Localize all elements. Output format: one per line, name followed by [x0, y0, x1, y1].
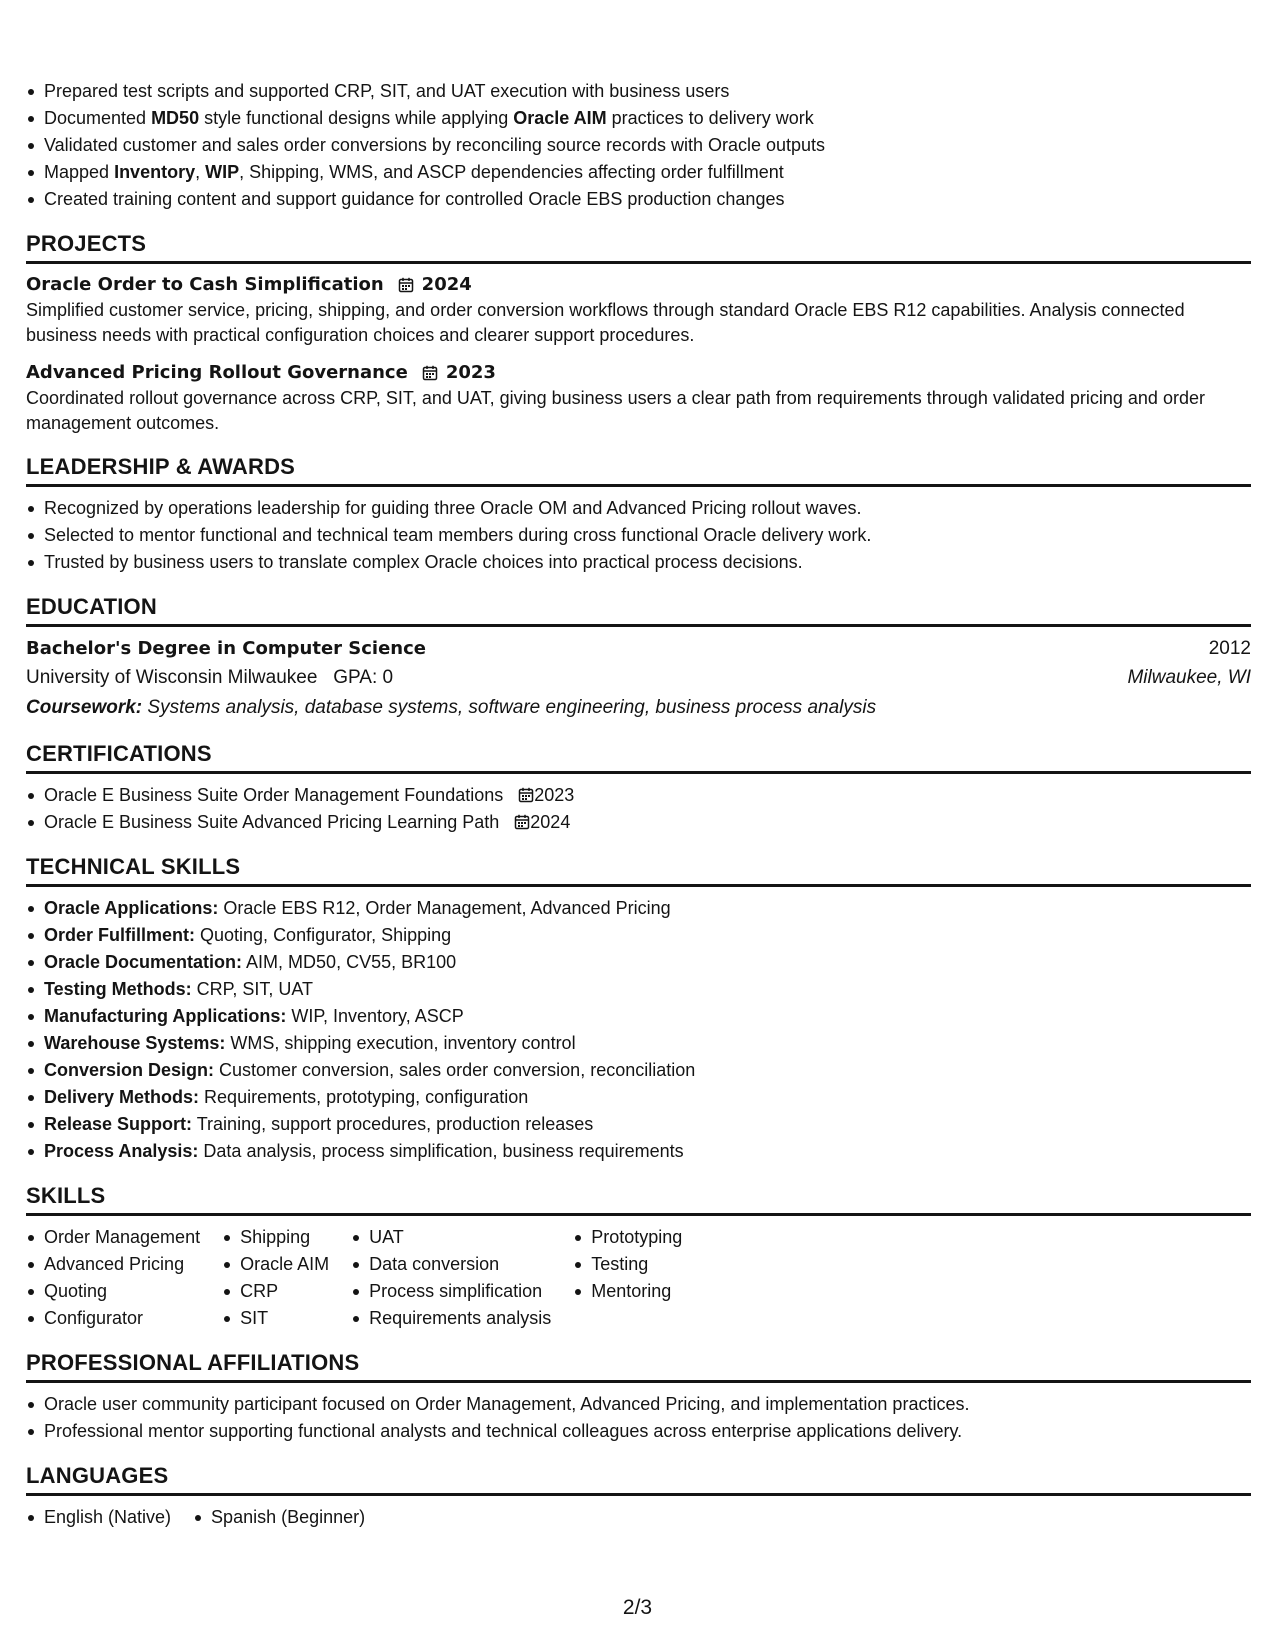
list-item: Shipping: [222, 1224, 329, 1251]
list-item: [26, 782, 1251, 809]
skills-column: [573, 1224, 682, 1332]
list-item: Validated customer and sales order conversions by reconciling source records with Oracle outputs: [26, 132, 1251, 159]
affiliations-list: [26, 1391, 1251, 1445]
projects-heading: PROJECTS: [26, 231, 1251, 264]
calendar-icon: [398, 277, 414, 293]
list-item: Warehouse Systems: WMS, shipping execution, inventory control: [26, 1030, 1251, 1057]
list-item: Spanish (Beginner): [193, 1504, 365, 1531]
list-item: SIT: [222, 1305, 329, 1332]
list-item: Mentoring: [573, 1278, 682, 1305]
education-heading: EDUCATION: [26, 594, 1251, 627]
page-number: 2/3: [622, 1596, 653, 1619]
experience-bullets: [26, 78, 1251, 213]
certifications-list: [26, 782, 1251, 836]
skills-column: [351, 1224, 551, 1332]
list-item: Created training content and support guidance for controlled Oracle EBS production changes: [26, 186, 1251, 213]
affiliations-heading: PROFESSIONAL AFFILIATIONS: [26, 1350, 1251, 1383]
education-entry: [26, 635, 1251, 723]
list-item: Prepared test scripts and supported CRP, SIT, and UAT execution with business users: [26, 78, 1251, 105]
list-item: Order Management: [26, 1224, 200, 1251]
degree: Bachelor's Degree in Computer Science: [26, 638, 426, 659]
list-item: Oracle Applications: Oracle EBS R12, Order Management, Advanced Pricing: [26, 895, 1251, 922]
list-item: English (Native): [26, 1504, 171, 1531]
list-item: Manufacturing Applications: WIP, Inventory, ASCP: [26, 1003, 1251, 1030]
cert-name: Oracle E Business Suite Advanced Pricing Learning Path: [44, 812, 500, 832]
leadership-heading: LEADERSHIP & AWARDS: [26, 454, 1251, 487]
list-item: Prototyping: [573, 1224, 682, 1251]
list-item: Testing: [573, 1251, 682, 1278]
cert-year: 2024: [530, 812, 571, 832]
school-name: University of Wisconsin Milwaukee: [26, 667, 318, 688]
project-item: [26, 272, 1251, 348]
list-item: Professional mentor supporting functional analysts and technical colleagues across enterprise applications delivery.: [26, 1418, 1251, 1445]
list-item: Oracle Documentation: AIM, MD50, CV55, BR100: [26, 949, 1251, 976]
project-name: Oracle Order to Cash Simplification: [26, 274, 384, 295]
languages-heading: LANGUAGES: [26, 1463, 1251, 1496]
list-item: Delivery Methods: Requirements, prototyping, configuration: [26, 1084, 1251, 1111]
list-item: [26, 809, 1251, 836]
coursework-label: Coursework:: [26, 697, 143, 718]
coursework: Coursework: Systems analysis, database systems, software engineering, business process analysis: [26, 697, 877, 718]
project-description: Simplified customer service, pricing, shipping, and order conversion workflows through standard Oracle EBS R12 capabilities. Analysis connected business needs with practical configuration choices and clearer support procedures.: [26, 300, 1185, 345]
gpa: GPA: 0: [333, 667, 394, 688]
list-item: Conversion Design: Customer conversion, sales order conversion, reconciliation: [26, 1057, 1251, 1084]
project-year: 2023: [445, 362, 496, 383]
calendar-icon: [514, 814, 530, 830]
cert-year: 2023: [534, 785, 575, 805]
list-item: Requirements analysis: [351, 1305, 551, 1332]
list-item: Trusted by business users to translate complex Oracle choices into practical process decisions.: [26, 549, 1251, 576]
skills-heading: SKILLS: [26, 1183, 1251, 1216]
skills-column: [222, 1224, 329, 1332]
list-item: Order Fulfillment: Quoting, Configurator, Shipping: [26, 922, 1251, 949]
list-item: Advanced Pricing: [26, 1251, 200, 1278]
project-item: [26, 360, 1251, 436]
list-item: Oracle user community participant focused on Order Management, Advanced Pricing, and implementation practices.: [26, 1391, 1251, 1418]
list-item: Recognized by operations leadership for guiding three Oracle OM and Advanced Pricing rollout waves.: [26, 495, 1251, 522]
list-item: CRP: [222, 1278, 329, 1305]
languages-list: [26, 1504, 1251, 1531]
list-item: Release Support: Training, support procedures, production releases: [26, 1111, 1251, 1138]
leadership-list: [26, 495, 1251, 576]
technical-skills-list: [26, 895, 1251, 1165]
certifications-heading: CERTIFICATIONS: [26, 741, 1251, 774]
skills-grid: [26, 1224, 1251, 1332]
project-year: 2024: [421, 274, 472, 295]
list-item: Process simplification: [351, 1278, 551, 1305]
project-name: Advanced Pricing Rollout Governance: [26, 362, 408, 383]
resume-page: [26, 78, 1251, 1531]
list-item: Documented MD50 style functional designs while applying Oracle AIM practices to delivery work: [26, 105, 1251, 132]
skills-column: [26, 1224, 200, 1332]
list-item: Selected to mentor functional and technical team members during cross functional Oracle delivery work.: [26, 522, 1251, 549]
calendar-icon: [422, 365, 438, 381]
list-item: Configurator: [26, 1305, 200, 1332]
cert-name: Oracle E Business Suite Order Management Foundations: [44, 785, 504, 805]
list-item: Data conversion: [351, 1251, 551, 1278]
list-item: Quoting: [26, 1278, 200, 1305]
project-description: Coordinated rollout governance across CRP, SIT, and UAT, giving business users a clear path from requirements through validated pricing and order management outcomes.: [26, 388, 1205, 433]
list-item: Mapped Inventory, WIP, Shipping, WMS, and ASCP dependencies affecting order fulfillment: [26, 159, 1251, 186]
list-item: Oracle AIM: [222, 1251, 329, 1278]
graduation-year: 2012: [1208, 638, 1251, 659]
technical-skills-heading: TECHNICAL SKILLS: [26, 854, 1251, 887]
calendar-icon: [518, 787, 534, 803]
list-item: Testing Methods: CRP, SIT, UAT: [26, 976, 1251, 1003]
list-item: UAT: [351, 1224, 551, 1251]
school-location: Milwaukee, WI: [1127, 667, 1251, 688]
list-item: Process Analysis: Data analysis, process simplification, business requirements: [26, 1138, 1251, 1165]
